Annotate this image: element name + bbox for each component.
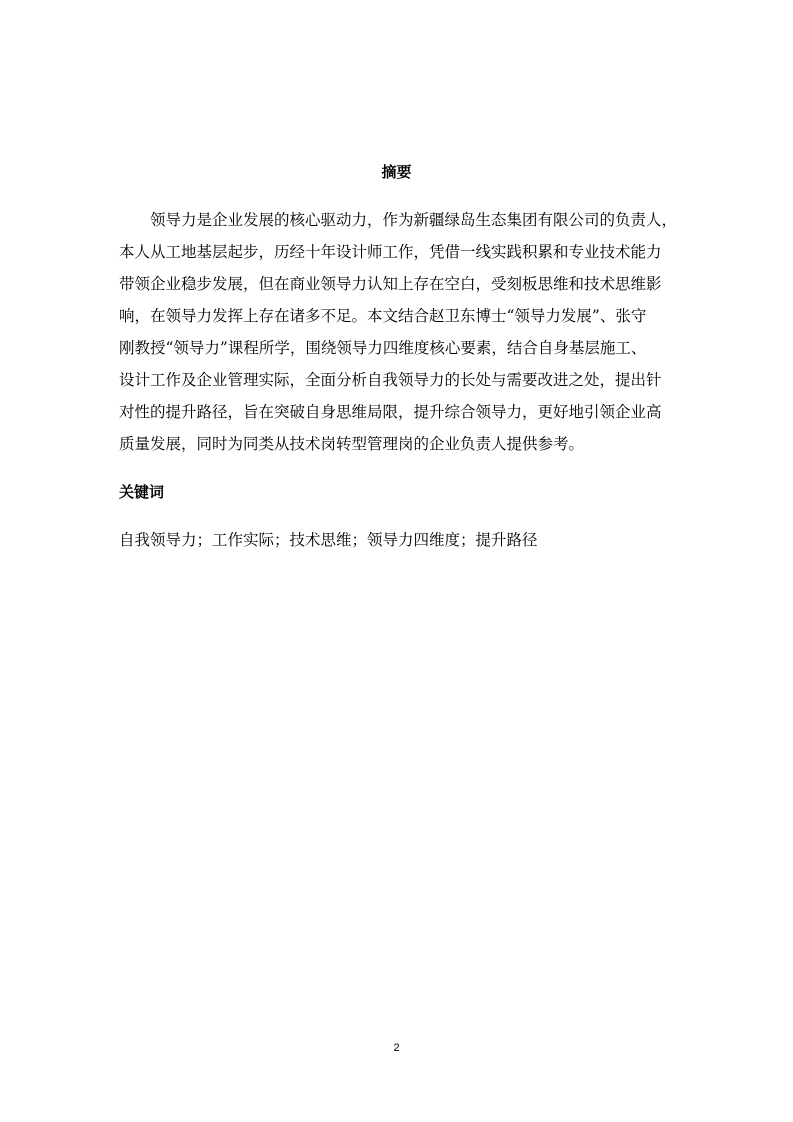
page-number: 2: [393, 1042, 400, 1054]
abstract-line: 质量发展，同时为同类从技术岗转型管理岗的企业负责人提供参考。: [119, 435, 585, 453]
abstract-line: 设计工作及企业管理实际，全面分析自我领导力的长处与需要改进之处，提出针: [119, 371, 662, 389]
keywords-text: 自我领导力；工作实际；技术思维；领导力四维度；提升路径: [119, 531, 538, 549]
abstract-line: 领导力是企业发展的核心驱动力，作为新疆绿岛生态集团有限公司的负责人，: [150, 211, 678, 229]
keywords-heading: 关键词: [119, 483, 165, 501]
abstract-line: 响，在领导力发挥上存在诸多不足。本文结合赵卫东博士“领导力发展”、张守: [119, 307, 647, 325]
abstract-line: 刚教授“领导力”课程所学，围绕领导力四维度核心要素，结合自身基层施工、: [119, 339, 647, 357]
abstract-line: 对性的提升路径，旨在突破自身思维局限，提升综合领导力，更好地引领企业高: [119, 403, 662, 421]
abstract-title: 摘要: [381, 163, 412, 181]
abstract-line: 带领企业稳步发展，但在商业领导力认知上存在空白，受刻板思维和技术思维影: [119, 275, 662, 293]
abstract-line: 本人从工地基层起步，历经十年设计师工作，凭借一线实践积累和专业技术能力: [119, 243, 662, 261]
